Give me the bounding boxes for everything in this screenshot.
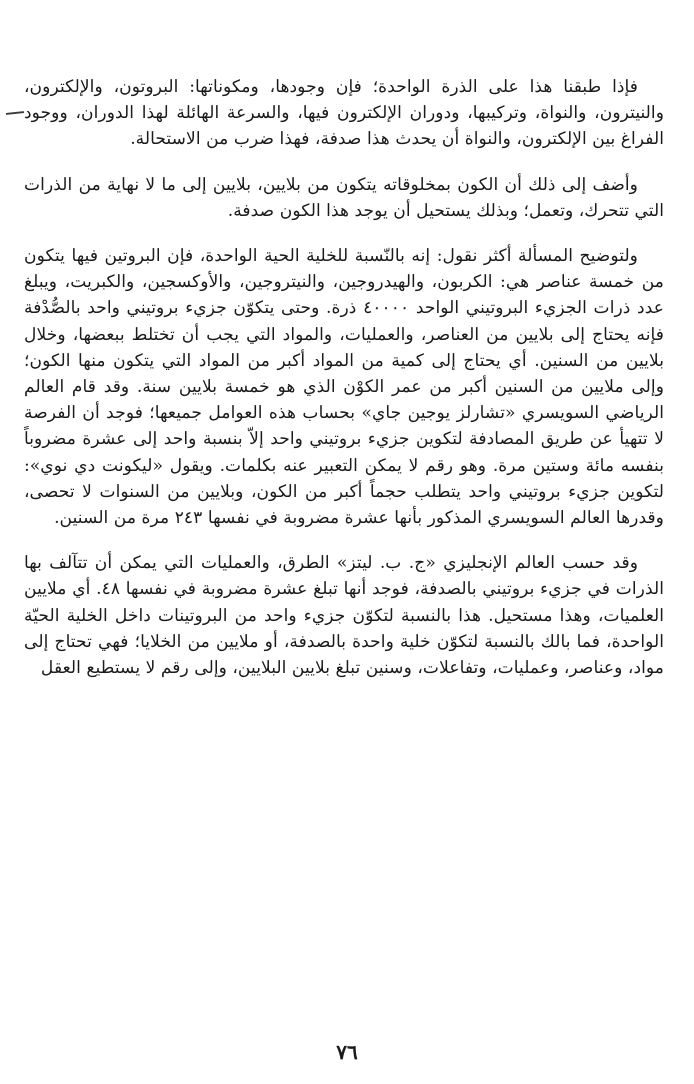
paragraph-3: ولتوضيح المسألة أكثر نقول: إنه بالنّسبة للخلية الحية الواحدة، فإن البروتين فيها يتكون من خمسة عناصر هي: الكربون، والهيدروجين، والنيتروجين، والأوكسجين، والكبريت، ويبلغ عدد ذرات الجزيء البروتيني الواحد ٤٠٠٠٠ ذرة. وحتى يتكوّن جزيء بروتيني واحد بالصُّدْفة فإنه يحتاج إلى بلايين من العناصر، والعمليات، والمواد التي يجب أن تختلط ببعضها، وخلال بلايين من السنين. أي يحتاج إلى كمية من المواد أكبر من المواد التي يتكون منها الكون؛ وإلى ملايين من السنين أكبر من عمر الكوْن الذي هو خمسة بلايين سنة. وقد قام العالم الرياضي السويسري «تشارلز يوجين جاي» بحساب هذه العوامل جميعها؛ فوجد أن الفرصة لا تتهيأ عن طريق المصادفة لتكوين جزيء بروتيني واحد إلاّ بنسبة واحد إلى عشرة مضروباً بنفسه مائة وستين مرة. وهو رقم لا يمكن التعبير عنه بكلمات. ويقول «ليكونت دي نوي»: لتكوين جزيء بروتيني واحد يتطلب حجماً أكبر من الكون، وبلايين من السنوات لا تحصى، وقدرها العالم السويسري المذكور بأنها عشرة مضروبة في نفسها ٢٤٣ مرة من السنين. bbox=[24, 246, 664, 529]
margin-mark bbox=[6, 111, 24, 115]
body-text bbox=[24, 74, 664, 700]
paragraph-2: وأضف إلى ذلك أن الكون بمخلوقاته يتكون من بلايين، بلايين إلى ما لا نهاية من الذرات التي تتحرك، وتعمل؛ وبذلك يستحيل أن يوجد هذا الكون صدفة. bbox=[24, 174, 664, 221]
page-number: ٧٦ bbox=[336, 1040, 358, 1064]
paragraph-4: وقد حسب العالم الإنجليزي «ج. ب. ليتز» الطرق، والعمليات التي يمكن أن تتآلف بها الذرات في جزيء بروتيني بالصدفة، فوجد أنها تبلغ عشرة مضروبة في نفسها ٤٨. أي ملايين العلميات، وهذا مستحيل. هذا بالنسبة لتكوّن جزيء واحد من البروتينات داخل الخلية الحيّة الواحدة، فما بالك بالنسبة لتكوّن خلية واحدة بالصدفة، أو ملايين من الخلايا؛ فهي تحتاج إلى مواد، وعناصر، وعمليات، وتفاعلات، وسنين تبلغ بلايين البلايين، وإلى رقم لا يستطيع العقل bbox=[24, 553, 664, 679]
paragraph-1: فإذا طبقنا هذا على الذرة الواحدة؛ فإن وجودها، ومكوناتها: البروتون، والإلكترون، والنيترون، والنواة، وتركيبها، ودوران الإلكترون فيها، والسرعة الهائلة لهذا الدوران، ووجود الفراغ بين الإلكترون، والنواة أن يحدث هذا صدفة، فهذا ضرب من الاستحالة. bbox=[24, 77, 664, 150]
